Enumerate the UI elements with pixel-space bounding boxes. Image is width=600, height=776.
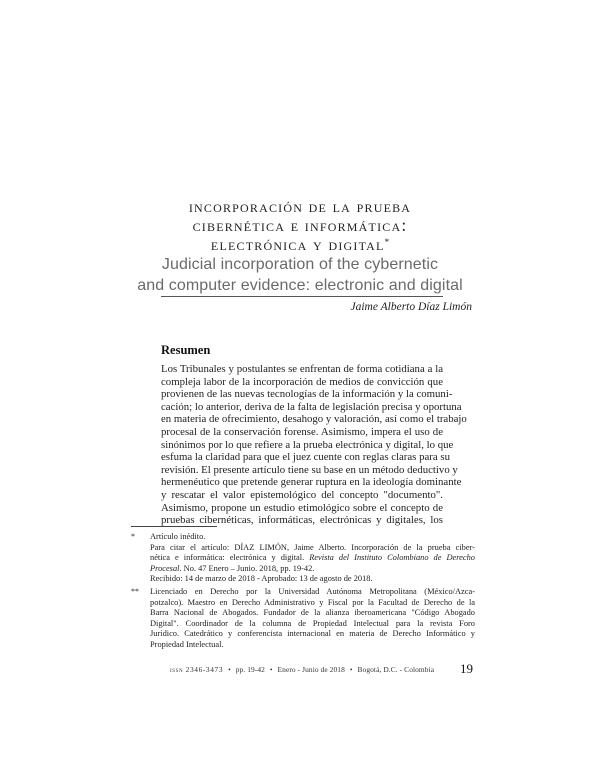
abstract-line: compleja labor de la incorporación de medios de convicción que <box>161 375 443 388</box>
article-title-block <box>0 197 600 296</box>
abstract-line: en materia de ofrecimiento, desahogo y valoración, así como el trabajo <box>161 413 467 426</box>
english-title-line: Judicial incorporation of the cybernetic <box>161 256 439 273</box>
footnote-line: Barra Nacional de Abogados. Fundador de la alianza iberoamericana "Código Abogado <box>150 608 475 618</box>
footer-issn: issn 2346-3473 <box>170 665 224 674</box>
title-footnote-marker[interactable]: * <box>384 237 390 247</box>
footnote-line: Artículo inédito. <box>150 532 206 541</box>
footnote-marker: ** <box>131 586 139 596</box>
footnote-line <box>150 564 475 575</box>
footnote-author <box>131 587 475 651</box>
abstract-line: y rescatar el valor epistemológico del concepto "documento". <box>161 488 443 501</box>
footnote-line: Licenciado en Derecho por la Universidad Autónoma Metropolitana (México/Azca- <box>150 586 475 596</box>
abstract-line: provienen de las nuevas tecnologías de la información y la comuni- <box>161 388 453 401</box>
title-divider <box>161 296 443 297</box>
footnote-line: Para citar el artículo: DÍAZ LIMÓN, Jaime Alberto. Incorporación de la prueba ciber- <box>150 542 475 552</box>
author-name: Jaime Alberto Díaz Limón <box>350 301 472 313</box>
article-title-line-text: electrónica y digital <box>210 234 385 254</box>
footnote-line: Recibido: 14 de marzo de 2018 - Aprobado: 13 de agosto de 2018. <box>150 574 373 584</box>
footer-pages: pp. 19-42 <box>235 665 265 674</box>
footnotes <box>131 532 475 651</box>
footnote-line: potzalco). Maestro en Derecho Administrativo y Fiscal por la Facultad de Derecho de la <box>150 597 475 607</box>
footnote-text: . No. 47 Enero – Junio. 2018, pp. 19-42. <box>179 563 315 573</box>
journal-name: Procesal <box>150 563 180 573</box>
running-footer <box>170 665 434 674</box>
abstract-line: sinónimos por lo que refiere a la prueba electrónica y digital, lo que <box>161 438 454 451</box>
footnote-marker: * <box>131 532 135 541</box>
footer-place: Bogotá, D.C. - Colombia <box>357 665 435 674</box>
footnote-line <box>150 553 475 564</box>
footnote-divider <box>131 526 217 527</box>
footnote-text: nética e informática: electrónica y digital. <box>150 553 305 563</box>
page-number: 19 <box>460 661 473 676</box>
abstract-line: Los Tribunales y postulantes se enfrentan de forma cotidiana a la <box>161 363 443 375</box>
footnote-line: Jurídico. Catedrático y conferencista internacional en materia de Derecho Informático y <box>150 629 475 639</box>
abstract-line: Asimismo, propone un estudio etimológico sobre el concepto de <box>161 501 443 514</box>
footnote-article <box>131 532 475 585</box>
journal-name: Revista del Instituto Colombiano de Derecho <box>309 553 475 563</box>
article-title-line: cibernética e informática: <box>192 215 408 235</box>
footnote-line: Propiedad Intelectual. <box>150 639 224 649</box>
footer-separator: • <box>228 665 231 674</box>
article-title-line <box>0 235 600 254</box>
article-title-line: incorporación de la prueba <box>188 196 412 216</box>
abstract-line: procesal de la conservación forense. Asimismo, impera el uso de <box>161 425 443 438</box>
abstract-heading: Resumen <box>161 343 211 357</box>
abstract-line: esfuma la claridad para que el juez cuente con reglas claras para su <box>161 451 450 464</box>
footer-separator: • <box>269 665 273 674</box>
abstract-line: pruebas cibernéticas, informáticas, electrónicas y digitales, los <box>161 514 443 527</box>
abstract-line: revisión. El presente artículo tiene su base en un método deductivo y <box>161 463 458 476</box>
footer-period: Enero - Junio de 2018 <box>277 665 345 674</box>
abstract-line: cación; lo anterior, deriva de la falta de legislación precisa y oportuna <box>161 400 462 413</box>
footer-separator: • <box>349 665 353 674</box>
abstract-line: hermenéutico que pretende generar ruptura en la ideología dominante <box>161 476 462 489</box>
abstract-body <box>161 363 467 527</box>
english-title-line: and computer evidence: electronic and digital <box>137 277 463 294</box>
footnote-line: Digital". Coordinador de la columna de Propiedad Intelectual para la revista Foro <box>150 618 475 628</box>
